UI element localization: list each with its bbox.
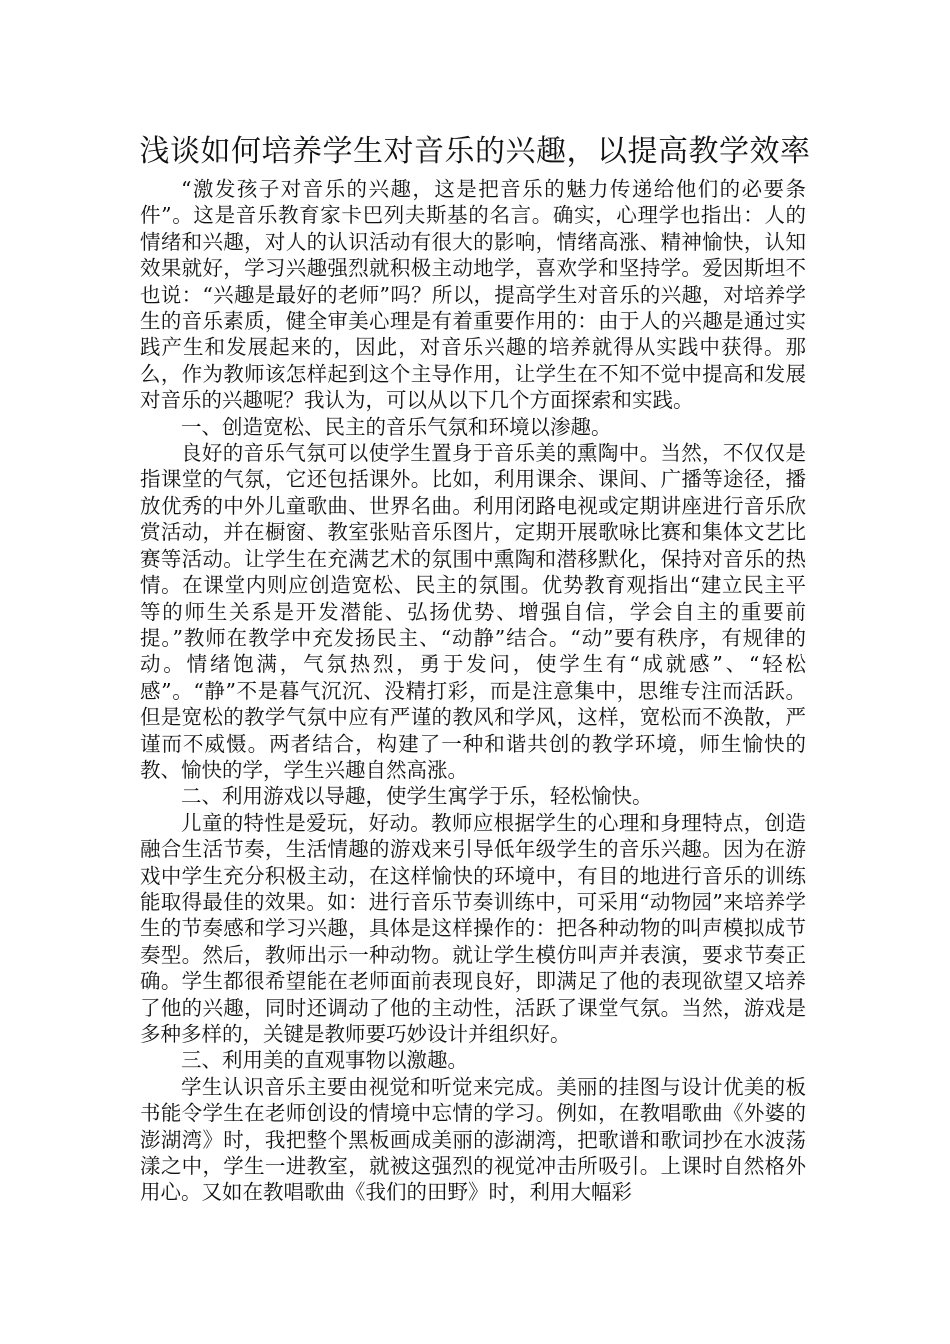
- section-heading-2: 二、利用游戏以导趣，使学生寓学于乐，轻松愉快。: [181, 784, 653, 809]
- section-heading-1: 一、创造宽松、民主的音乐气氛和环境以渗趣。: [181, 414, 612, 439]
- paragraph-section-2: 儿童的特性是爱玩，好动。教师应根据学生的心理和身理特点，创造融合生活节奏，生活情趣的游戏来引导低年级学生的音乐兴趣。因为在游戏中学生充分积极主动，在这样愉快的环境中，有目的地进行音乐的训练能取得最佳的效果。如：进行音乐节奏训练中，可采用“动物园”来培养学生的节奏感和学习兴趣，具体是这样操作的：把各种动物的叫声模拟成节奏型。然后，教师出示一种动物。就让学生模仿叫声并表演，要求节奏正确。学生都很希望能在老师面前表现良好，即满足了他的表现欲望又培养了他的兴趣，同时还调动了他的主动性，活跃了课堂气氛。当然，游戏是多种多样的，关键是教师要巧妙设计并组织好。: [140, 810, 806, 1046]
- paragraph-section-1: 良好的音乐气氛可以使学生置身于音乐美的熏陶中。当然，不仅仅是指课堂的气氛，它还包括课外。比如，利用课余、课间、广播等途径，播放优秀的中外儿童歌曲、世界名曲。利用闭路电视或定期讲座进行音乐欣赏活动，并在橱窗、教室张贴音乐图片，定期开展歌咏比赛和集体文艺比赛等活动。让学生在充满艺术的氛围中熏陶和潜移默化，保持对音乐的热情。在课堂内则应创造宽松、民主的氛围。优势教育观指出“建立民主平等的师生关系是开发潜能、弘扬优势、增强自信，学会自主的重要前提。”教师在教学中充发扬民主、“动静”结合。“动”要有秩序，有规律的动。情绪饱满，气氛热烈，勇于发问，使学生有“成就感”、“轻松感”。“静”不是暮气沉沉、没精打彩，而是注意集中，思维专注而活跃。但是宽松的教学气氛中应有严谨的教风和学风，这样，宽松而不涣散，严谨而不威慑。两者结合，构建了一种和谐共创的教学环境，师生愉快的教、愉快的学，学生兴趣自然高涨。: [140, 441, 806, 782]
- paragraph-section-3: 学生认识音乐主要由视觉和听觉来完成。美丽的挂图与设计优美的板书能令学生在老师创设的情境中忘情的学习。例如，在教唱歌曲《外婆的澎湖湾》时，我把整个黑板画成美丽的澎湖湾，把歌谱和歌词抄在水波荡漾之中，学生一进教室，就被这强烈的视觉冲击所吸引。上课时自然格外用心。又如在教唱歌曲《我们的田野》时，利用大幅彩: [140, 1074, 806, 1205]
- section-heading-3: 三、利用美的直观事物以激趣。: [181, 1048, 468, 1073]
- paragraph-intro: “激发孩子对音乐的兴趣，这是把音乐的魅力传递给他们的必要条件”。这是音乐教育家卡巴列夫斯基的名言。确实，心理学也指出：人的情绪和兴趣，对人的认识活动有很大的影响，情绪高涨、精神愉快，认知效果就好，学习兴趣强烈就积极主动地学，喜欢学和坚持学。爱因斯坦不也说：“兴趣是最好的老师”吗？所以，提高学生对音乐的兴趣，对培养学生的音乐素质，健全审美心理是有着重要作用的：由于人的兴趣是通过实践产生和发展起来的，因此，对音乐兴趣的培养就得从实践中获得。那么，作为教师该怎样起到这个主导作用，让学生在不知不觉中提高和发展对音乐的兴趣呢？我认为，可以从以下几个方面探索和实践。: [140, 177, 806, 413]
- document-body: [140, 176, 806, 1206]
- document-title: 浅谈如何培养学生对音乐的兴趣，以提高教学效率: [139, 134, 811, 169]
